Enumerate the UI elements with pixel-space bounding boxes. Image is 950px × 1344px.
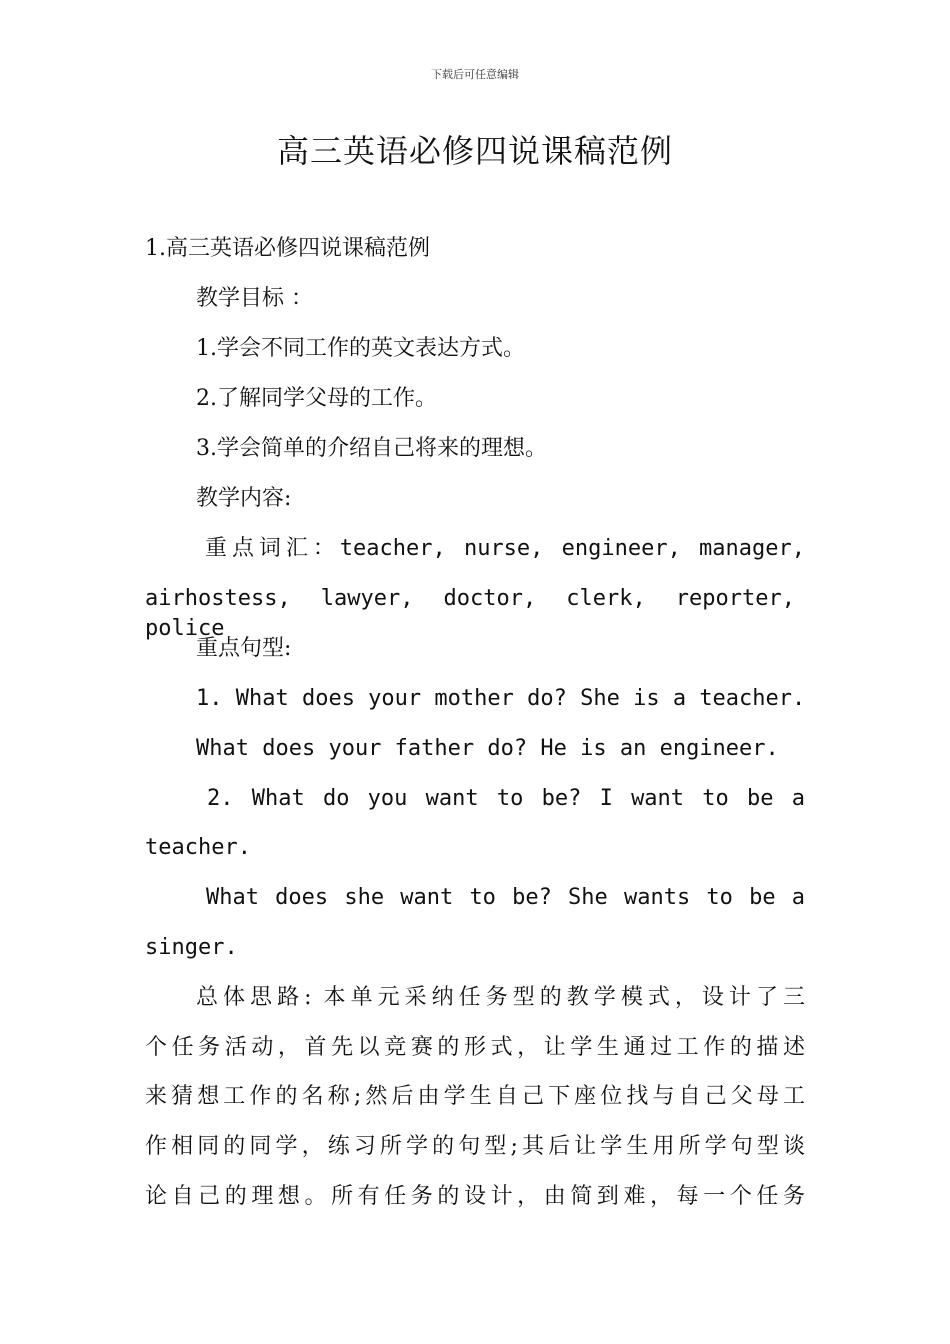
approach-line-5: 论自己的理想。所有任务的设计，由简到难，每一个任务	[145, 1184, 805, 1209]
goal-item-3: 3.学会简单的介绍自己将来的理想。	[196, 436, 547, 461]
goal-item-2: 2.了解同学父母的工作。	[196, 386, 437, 411]
pattern-1-question-b: What does your father do? He is an engineer.	[196, 736, 779, 761]
patterns-label: 重点句型:	[196, 636, 292, 661]
document-title: 高三英语必修四说课稿范例	[276, 132, 673, 170]
pattern-2-question-b-line-1: What does she want to be? She wants to be a	[206, 885, 805, 910]
vocab-line-1: 重点词汇：teacher, nurse, engineer, manager,	[205, 536, 805, 561]
approach-line-1: 总体思路: 本单元采纳任务型的教学模式，设计了三	[196, 985, 805, 1010]
goal-item-1: 1.学会不同工作的英文表达方式。	[196, 336, 525, 361]
pattern-2-question-a-line-1: 2. What do you want to be? I want to be a	[207, 786, 805, 811]
pattern-2-question-a-line-2: teacher.	[145, 835, 251, 860]
pattern-2-question-b-line-2: singer.	[145, 935, 238, 960]
page-header-note: 下载后可任意编辑	[431, 68, 519, 81]
approach-line-2: 个任务活动，首先以竞赛的形式，让学生通过工作的描述	[145, 1035, 805, 1060]
approach-line-3: 来猜想工作的名称;然后由学生自己下座位找与自己父母工	[145, 1084, 805, 1109]
approach-line-4: 作相同的同学，练习所学的句型;其后让学生用所学句型谈	[145, 1134, 805, 1159]
vocab-line-2: airhostess, lawyer, doctor, clerk, reporter, police	[145, 586, 795, 641]
goals-label: 教学目标 ：	[196, 286, 313, 311]
content-label: 教学内容:	[196, 486, 292, 511]
section-heading: 1.高三英语必修四说课稿范例	[145, 236, 430, 261]
pattern-1-question-a: 1. What does your mother do? She is a teacher.	[196, 686, 806, 711]
